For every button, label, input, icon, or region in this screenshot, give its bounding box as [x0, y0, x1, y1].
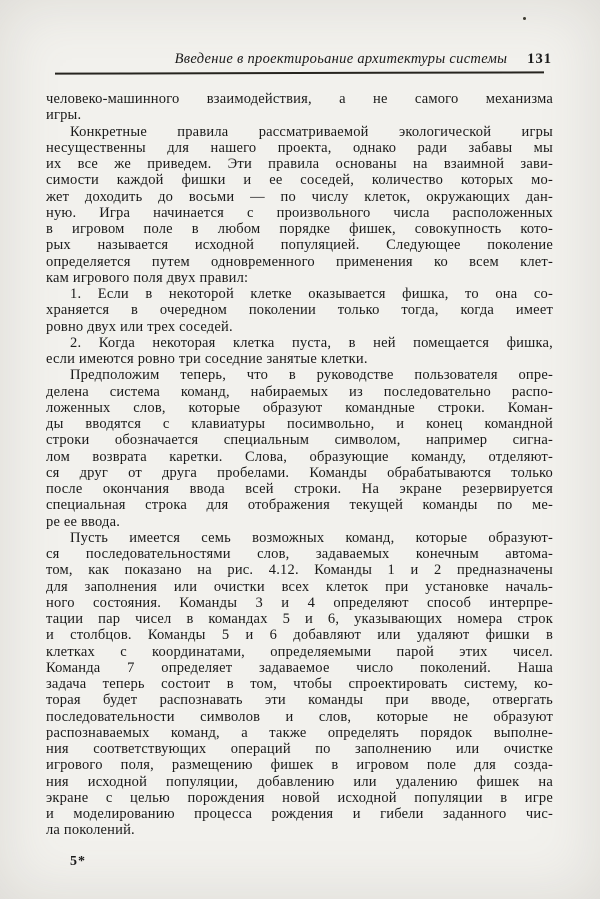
text-line: ре ее ввода. — [46, 513, 121, 530]
text-line: храняется в очередном поколении только тогда, когда имеет — [46, 302, 553, 319]
text-line: и столбцов. Команды 5 и 6 добавляют или удаляют фишки в — [46, 627, 553, 644]
text-line: игры. — [46, 107, 82, 124]
text-line: торая будет распознавать эти команды при вводе, отвергать — [46, 692, 553, 709]
text-line: задача теперь состоит в том, чтобы спроектировать систему, ко- — [46, 676, 553, 692]
text-line: ся друг от друга пробелами. Команды обрабатываются только — [46, 464, 553, 481]
text-line: жет доходить до восьми — по числу клеток, окружающих дан- — [46, 188, 553, 205]
text-line: ложенных слов, которые образуют командные строки. Коман- — [46, 399, 553, 416]
text-line: если имеются ровно три соседние занятые клетки. — [46, 351, 368, 367]
text-line: распознаваемых команд, а также определять порядок выполне- — [46, 724, 553, 741]
paragraph — [46, 91, 553, 124]
text-line: после окончания ввода всей строки. На экране резервируется — [46, 481, 553, 497]
running-title: Введение в проектироьание архитектуры системы — [174, 51, 508, 67]
text-line: определяется путем одновременного применения ко всем клет- — [46, 253, 553, 270]
footer-signature: 5* — [70, 854, 86, 869]
text-line: ния соответствующих операций по заполнению или очистке — [46, 741, 553, 757]
paragraph — [46, 124, 553, 287]
text-line: строки обозначается специальным символом, например сигна- — [46, 432, 553, 449]
text-line: для заполнения или очистки всех клеток при установке началь- — [46, 578, 553, 595]
page-header — [47, 51, 552, 68]
text-line: кам игрового поля двух правил: — [46, 269, 249, 286]
text-line: ния исходной популяции, добавлению или удалению фишек на — [46, 773, 553, 790]
text-line: несущественны для нашего проекта, однако ради забавы мы — [46, 139, 553, 156]
text-line: человеко-машинного взаимодействия, а не самого механизма — [46, 91, 553, 107]
body-text — [46, 91, 553, 839]
text-line: ного состояния. Команды 3 и 4 определяют способ интерпре- — [46, 594, 553, 611]
text-line: игрового поля, размещению фишек в игровом поле для созда- — [46, 757, 553, 774]
text-line: ла поколений. — [46, 822, 135, 839]
text-line: специальная строка для отображения текущей команды по ме- — [46, 497, 553, 514]
text-line: рых называется исходной популяцией. Следующее поколение — [46, 237, 553, 254]
text-line: Предположим теперь, что в руководстве пользователя опре- — [70, 367, 553, 384]
text-line: ную. Игра начинается с произвольного числа расположенных — [46, 204, 553, 221]
text-line: ся последовательностями слов, задаваемых конечным автома- — [46, 546, 553, 562]
text-line: 1. Если в некоторой клетке оказывается фишка, то она со- — [70, 286, 553, 302]
text-line: ды вводятся с клавиатуры посимвольно, и конец командной — [46, 416, 553, 432]
text-line: и моделированию процесса рождения и гибели заданного чис- — [46, 806, 553, 822]
page-number: 131 — [527, 51, 552, 67]
paragraph — [46, 530, 553, 839]
paragraph — [46, 335, 553, 368]
paragraph — [46, 286, 553, 335]
scan-speck — [523, 17, 526, 20]
text-line: в игровом поле в любом порядке фишек, совокупность кото- — [46, 221, 553, 237]
text-line: Конкретные правила рассматриваемой экологической игры — [70, 123, 553, 140]
text-line: делена система команд, набираемых из последовательно распо- — [46, 383, 553, 400]
text-line: Пусть имеется семь возможных команд, которые образуют- — [70, 529, 553, 546]
header-rule — [55, 71, 544, 74]
text-line: тации пар чисел в командах 5 и 6, указывающих номера строк — [46, 611, 553, 627]
paragraph — [46, 367, 553, 530]
text-line: лом возврата каретки. Слова, образующие команду, отделяют- — [46, 448, 553, 465]
text-line: последовательности символов и слов, которые не образуют — [46, 708, 553, 725]
text-line: ровно двух или трех соседей. — [46, 318, 233, 335]
text-line: симости каждой фишки и ее соседей, количество которых мо- — [46, 172, 553, 189]
text-line: Команда 7 определяет задаваемое число поколений. Наша — [46, 659, 553, 676]
text-line: 2. Когда некоторая клетка пуста, в ней помещается фишка, — [70, 334, 553, 351]
text-line: клетках с координатами, определяемыми парой этих чисел. — [46, 643, 553, 660]
text-line: экране с целью порождения новой исходной популяции в игре — [46, 789, 553, 806]
text-line: том, как показано на рис. 4.12. Команды 1 и 2 предназначены — [46, 562, 553, 579]
text-line: их все же приведем. Эти правила основаны на взаимной зави- — [46, 156, 553, 172]
